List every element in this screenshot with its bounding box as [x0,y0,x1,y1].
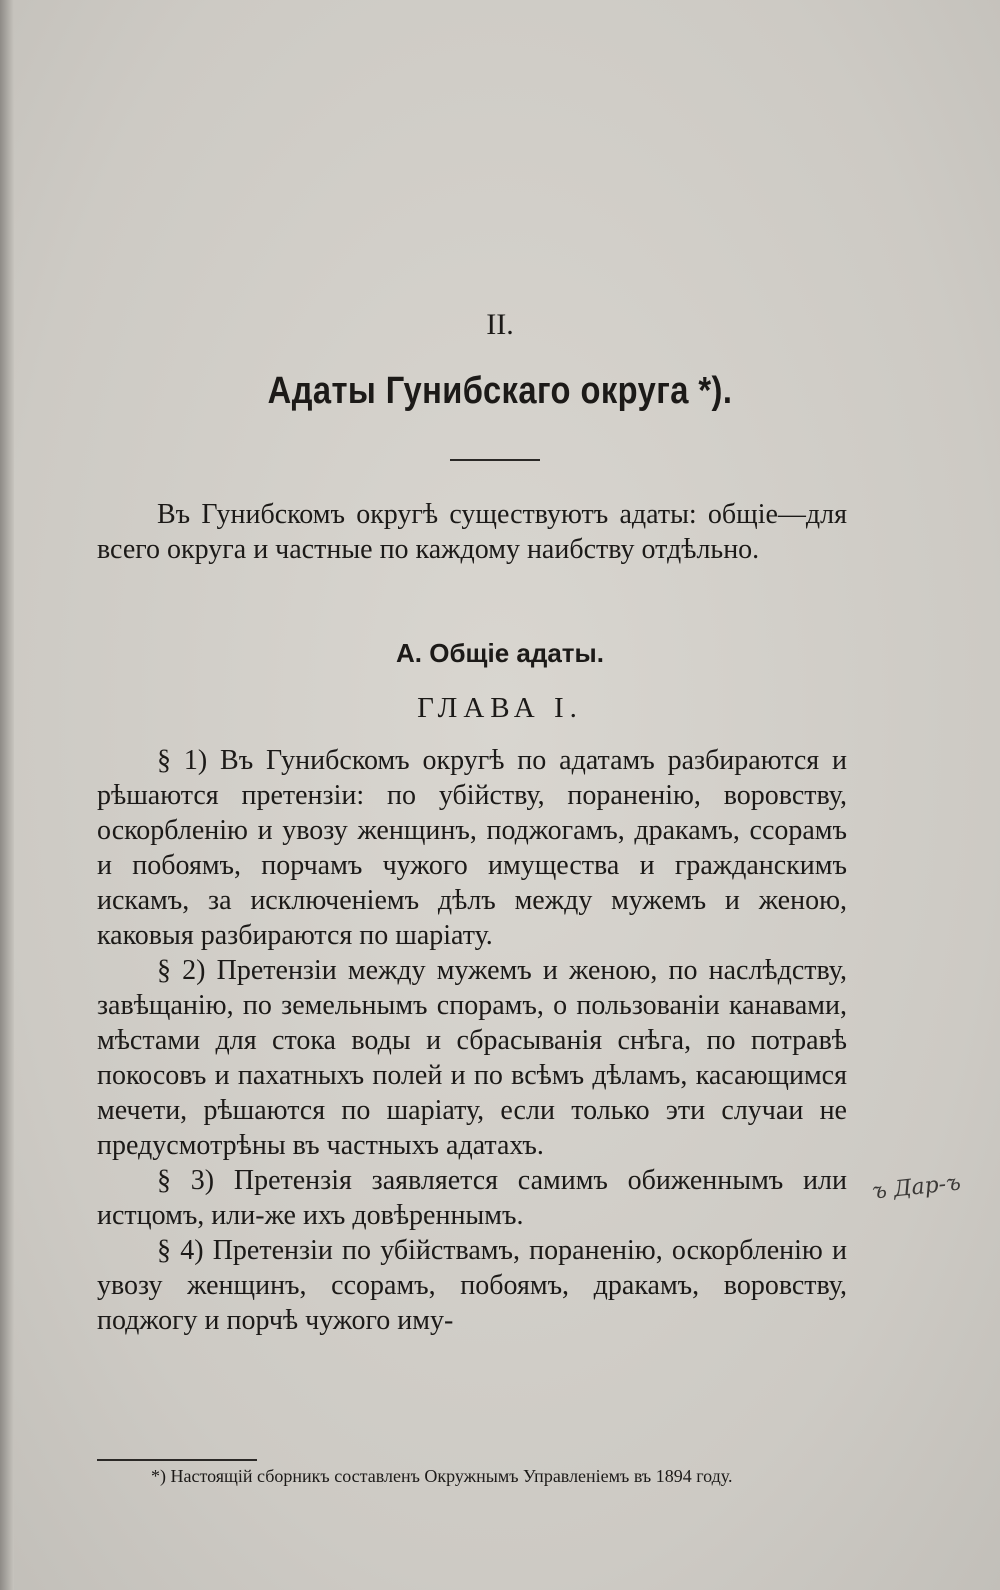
paragraph-4: § 4) Претензіи по убійствамъ, пораненію, оскорбленію и увозу женщинъ, ссорамъ, побоямъ, дракамъ, воровству, поджогу и порчѣ чужого иму- [97,1235,847,1336]
intro-paragraph: Въ Гунибскомъ округѣ существуютъ адаты: общіе—для всего округа и частные по каждому наибству отдѣльно. [97,499,847,565]
footnote-text: *) Настоящій сборникъ составленъ Окружнымъ Управленіемъ въ 1894 году. [151,1466,733,1486]
footnote [97,1464,847,1488]
paragraph-2: § 2) Претензіи между мужемъ и женою, по наслѣдству, завѣщанію, по земельнымъ спорамъ, о пользованіи канавами, мѣстами для стока воды и сбрасыванія снѣга, по потравѣ покосовъ и пахатныхъ полей и по всѣмъ дѣламъ, касающимся мечети, рѣшаются по шаріату, если только эти случаи не предусмотрѣны въ частныхъ адатахъ. [97,955,847,1161]
paragraph-3: § 3) Претензія заявляется самимъ обиженнымъ или истцомъ, или-же ихъ довѣреннымъ. [97,1165,847,1231]
page-title: Адаты Гунибскаго округа *). [267,370,733,412]
footnote-divider [97,1459,257,1461]
section-number: II. [486,308,514,341]
page-edge-shadow [0,0,14,1590]
intro-block [97,497,847,567]
chapter-heading: ГЛАВА I. [417,692,583,724]
title-divider [450,459,540,461]
paragraph-1: § 1) Въ Гунибскомъ округѣ по адатамъ разбираются и рѣшаются претензіи: по убійству, пораненію, воровству, оскорбленію и увозу женщинъ, поджогамъ, дракамъ, ссорамъ и побоямъ, порчамъ чужого имущества и гражданскимъ искамъ, за исключеніемъ дѣлъ между мужемъ и женою, каковыя разбираются по шаріату. [97,745,847,951]
handwritten-margin-note: ъ Дар-ъ [870,1170,962,1205]
subsection-heading: А. Общіе адаты. [396,638,604,668]
chapter-body [97,743,847,1338]
